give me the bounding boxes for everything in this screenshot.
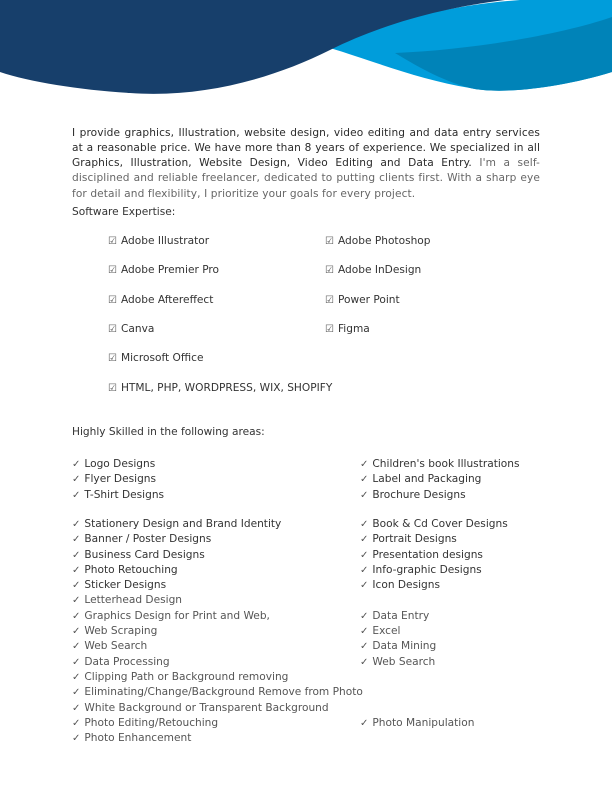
list-item xyxy=(360,489,466,501)
list-item xyxy=(72,518,281,530)
skills-heading: Highly Skilled in the following areas: xyxy=(72,426,265,438)
list-item-label: Book & Cd Cover Designs xyxy=(372,517,508,530)
checkbox-checked-icon: ☑ xyxy=(325,323,334,335)
check-icon: ✓ xyxy=(72,564,81,576)
checkbox-checked-icon: ☑ xyxy=(108,323,117,335)
list-item xyxy=(72,594,182,606)
check-icon: ✓ xyxy=(72,549,81,561)
intro-text-muted: I'm a self-disciplined and reliable freelancer, dedicated to putting clients first. With a sharp eye for detail and flexibility, I prioritize your goals for every project. xyxy=(72,157,540,200)
checkbox-checked-icon: ☑ xyxy=(325,265,334,277)
list-item-label: Data Mining xyxy=(372,640,437,653)
list-item-label: Adobe Aftereffect xyxy=(120,293,214,306)
check-icon: ✓ xyxy=(360,610,369,622)
checkbox-checked-icon: ☑ xyxy=(325,236,334,247)
list-item-label: Logo Designs xyxy=(84,458,156,470)
list-item-label: Web Search xyxy=(84,640,148,653)
list-item xyxy=(360,656,435,668)
list-item-label: Stationery Design and Brand Identity xyxy=(84,517,282,530)
list-item xyxy=(325,294,400,306)
list-item xyxy=(360,518,508,530)
list-item xyxy=(72,610,270,622)
checkbox-checked-icon: ☑ xyxy=(108,353,117,365)
list-item xyxy=(72,702,329,714)
list-item xyxy=(108,382,332,394)
check-icon: ✓ xyxy=(72,702,81,714)
list-item xyxy=(72,473,156,485)
check-icon: ✓ xyxy=(72,671,81,683)
list-item xyxy=(360,549,483,561)
list-item xyxy=(72,640,147,652)
list-item-label: Children's book Illustrations xyxy=(372,458,520,470)
check-icon: ✓ xyxy=(72,459,81,470)
list-item-label: Presentation designs xyxy=(372,548,483,561)
list-item-label: Letterhead Design xyxy=(84,594,183,607)
software-heading: Software Expertise: xyxy=(72,206,176,218)
checkbox-checked-icon: ☑ xyxy=(108,294,117,306)
check-icon: ✓ xyxy=(72,626,81,637)
list-item xyxy=(360,640,436,652)
list-item xyxy=(108,323,154,335)
list-item xyxy=(72,732,191,744)
check-icon: ✓ xyxy=(360,656,369,668)
list-item-label: Eliminating/Change/Background Remove from Photo xyxy=(84,686,363,699)
list-item xyxy=(72,671,288,683)
list-item xyxy=(325,235,431,247)
list-item-label: Sticker Designs xyxy=(84,579,167,592)
list-item xyxy=(108,264,219,276)
list-item xyxy=(72,717,218,729)
check-icon: ✓ xyxy=(72,687,81,699)
list-item-label: Info-graphic Designs xyxy=(372,563,482,576)
intro-paragraph xyxy=(72,126,540,202)
check-icon: ✓ xyxy=(72,610,81,622)
checkbox-checked-icon: ☑ xyxy=(108,382,117,394)
list-item xyxy=(72,686,363,698)
check-icon: ✓ xyxy=(360,549,369,561)
checkbox-checked-icon: ☑ xyxy=(108,265,117,277)
list-item xyxy=(72,549,205,561)
check-icon: ✓ xyxy=(72,518,81,530)
list-item-label: Banner / Poster Designs xyxy=(84,533,212,546)
list-item xyxy=(72,564,178,576)
check-icon: ✓ xyxy=(360,474,369,486)
check-icon: ✓ xyxy=(360,717,369,729)
check-icon: ✓ xyxy=(72,489,81,501)
list-item xyxy=(360,473,481,485)
check-icon: ✓ xyxy=(72,595,81,607)
list-item xyxy=(360,610,429,622)
list-item xyxy=(108,235,209,247)
check-icon: ✓ xyxy=(72,717,81,729)
checkbox-checked-icon: ☑ xyxy=(108,236,117,247)
list-item-label: Microsoft Office xyxy=(120,352,204,365)
header-wave-banner xyxy=(0,0,612,100)
list-item-label: Portrait Designs xyxy=(372,533,457,546)
list-item-label: Adobe Photoshop xyxy=(337,235,431,247)
list-item xyxy=(108,352,203,364)
list-item xyxy=(325,264,421,276)
checkbox-checked-icon: ☑ xyxy=(325,294,334,306)
check-icon: ✓ xyxy=(72,656,81,668)
list-item-label: T-Shirt Designs xyxy=(84,488,165,501)
list-item-label: Photo Enhancement xyxy=(84,732,192,745)
check-icon: ✓ xyxy=(360,489,369,501)
list-item-label: Flyer Designs xyxy=(84,473,157,486)
check-icon: ✓ xyxy=(72,534,81,546)
check-icon: ✓ xyxy=(360,626,369,637)
list-item-label: Data Processing xyxy=(84,655,170,668)
list-item-label: Label and Packaging xyxy=(372,473,482,486)
list-item xyxy=(360,579,440,591)
list-item xyxy=(360,564,482,576)
list-item-label: Photo Retouching xyxy=(84,563,178,576)
list-item-label: Adobe Illustrator xyxy=(120,235,210,247)
check-icon: ✓ xyxy=(72,733,81,745)
list-item-label: Brochure Designs xyxy=(372,488,466,501)
list-item xyxy=(360,625,400,637)
list-item xyxy=(360,458,520,470)
list-item xyxy=(108,294,213,306)
list-item-label: HTML, PHP, WORDPRESS, WIX, SHOPIFY xyxy=(120,381,333,394)
intro-text: I provide graphics, Illustration, website design, video editing and data entry services at a reasonable price. We have more than 8 years of experience. We specialized in all Graphics, Illustration, Website Design, Video Editing and Data Entry. xyxy=(72,126,540,170)
list-item xyxy=(72,533,211,545)
check-icon: ✓ xyxy=(360,534,369,546)
list-item-label: Power Point xyxy=(337,293,400,306)
list-item-label: White Background or Transparent Background xyxy=(84,701,329,714)
list-item-label: Adobe Premier Pro xyxy=(120,264,219,277)
list-item xyxy=(72,458,155,470)
list-item-label: Web Scraping xyxy=(84,625,158,637)
list-item xyxy=(72,625,157,637)
check-icon: ✓ xyxy=(72,641,81,653)
list-item-label: Web Search xyxy=(372,655,436,668)
list-item-label: Photo Editing/Retouching xyxy=(84,716,219,729)
list-item-label: Canva xyxy=(120,322,155,335)
check-icon: ✓ xyxy=(360,518,369,530)
list-item-label: Business Card Designs xyxy=(84,548,205,561)
check-icon: ✓ xyxy=(360,564,369,576)
list-item xyxy=(72,656,170,668)
list-item-label: Clipping Path or Background removing xyxy=(84,670,289,683)
list-item-label: Data Entry xyxy=(372,609,430,622)
list-item-label: Graphics Design for Print and Web, xyxy=(84,609,270,622)
check-icon: ✓ xyxy=(360,459,369,470)
list-item xyxy=(360,717,474,729)
list-item xyxy=(72,489,164,501)
list-item-label: Icon Designs xyxy=(372,579,440,592)
check-icon: ✓ xyxy=(360,580,369,592)
list-item-label: Excel xyxy=(372,625,401,637)
list-item-label: Adobe InDesign xyxy=(337,264,422,277)
check-icon: ✓ xyxy=(72,580,81,592)
check-icon: ✓ xyxy=(72,474,81,486)
list-item-label: Figma xyxy=(337,322,370,335)
list-item xyxy=(72,579,166,591)
list-item xyxy=(360,533,457,545)
check-icon: ✓ xyxy=(360,641,369,653)
list-item xyxy=(325,323,370,335)
list-item-label: Photo Manipulation xyxy=(372,716,475,729)
